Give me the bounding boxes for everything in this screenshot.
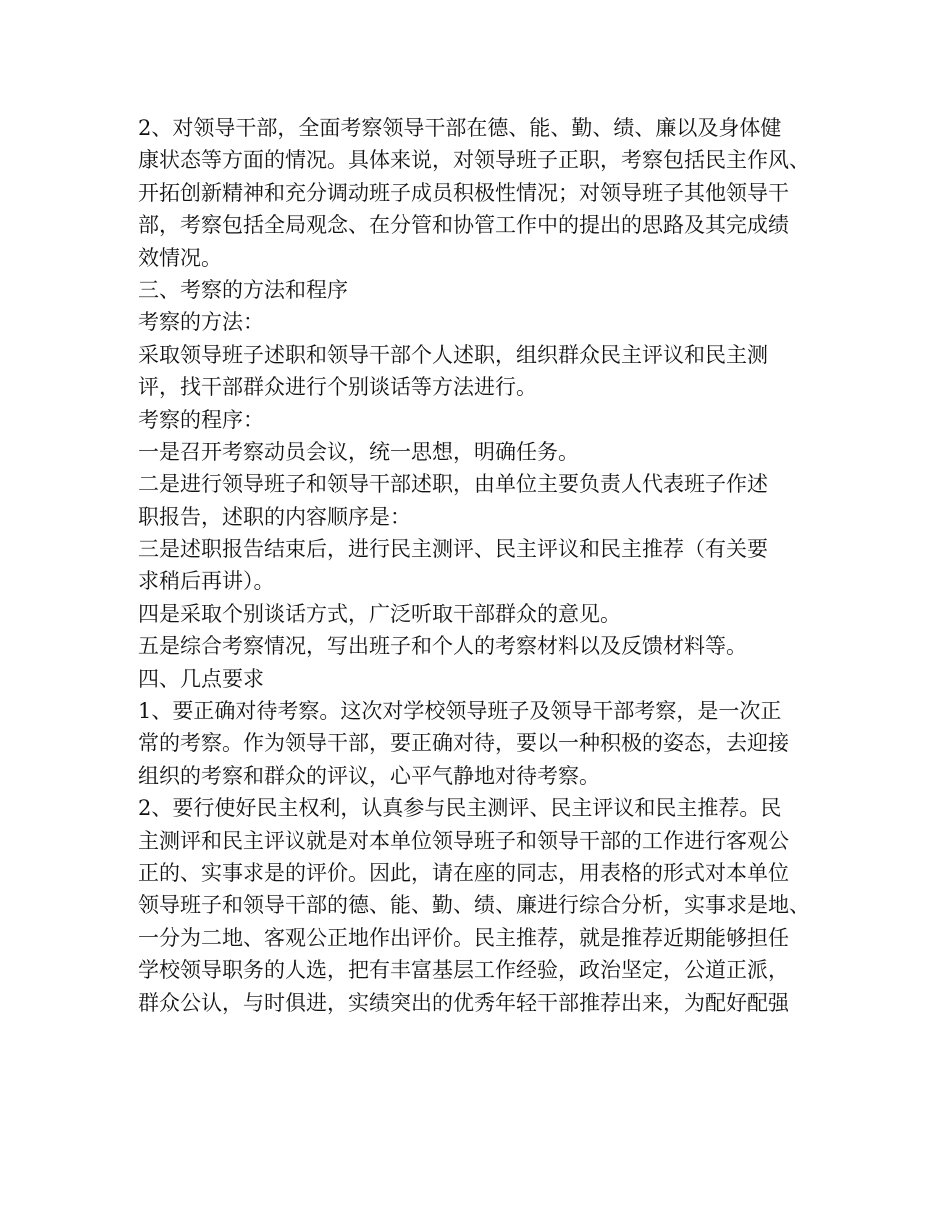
procedure-step-5 xyxy=(138,630,828,662)
text-line: 开拓创新精神和充分调动班子成员积极性情况；对领导班子其他领导干 xyxy=(138,180,789,205)
section-heading-methods xyxy=(138,274,828,306)
text-line: 考察的程序： xyxy=(138,407,264,432)
requirement-2 xyxy=(138,792,828,1019)
paragraph-leaders-assessment xyxy=(138,112,828,274)
procedure-step-3 xyxy=(138,533,828,598)
text-line: 职报告，述职的内容顺序是： xyxy=(138,504,411,529)
subheading-methods xyxy=(138,306,828,338)
text-line: 二是进行领导班子和领导干部述职，由单位主要负责人代表班子作述 xyxy=(138,472,768,497)
section-heading-requirements xyxy=(138,663,828,695)
procedure-step-2 xyxy=(138,468,828,533)
text-line: 康状态等方面的情况。具体来说，对领导班子正职，考察包括民主作风、 xyxy=(138,148,810,173)
text-line: 三是述职报告结束后，进行民主测评、民主评议和民主推荐（有关要 xyxy=(138,537,768,562)
text-line: 部，考察包括全局观念、在分管和协管工作中的提出的思路及其完成绩 xyxy=(138,213,789,238)
procedure-step-4 xyxy=(138,598,828,630)
text-line: 正的、实事求是的评价。因此，请在座的同志，用表格的形式对本单位 xyxy=(138,860,789,885)
paragraph-methods xyxy=(138,339,828,404)
text-line: 效情况。 xyxy=(138,245,222,270)
text-line: 一分为二地、客观公正地作出评价。民主推荐，就是推荐近期能够担任 xyxy=(138,925,789,950)
text-line: 2、对领导干部，全面考察领导干部在德、能、勤、绩、廉以及身体健 xyxy=(138,116,782,140)
document-page xyxy=(138,112,828,1019)
text-line: 评，找干部群众进行个别谈话等方法进行。 xyxy=(138,375,537,400)
text-line: 考察的方法： xyxy=(138,310,264,335)
text-line: 四、几点要求 xyxy=(138,666,264,691)
requirement-1 xyxy=(138,695,828,792)
text-line: 领导班子和领导干部的德、能、勤、绩、廉进行综合分析，实事求是地、 xyxy=(138,893,810,918)
text-line: 五是综合考察情况，写出班子和个人的考察材料以及反馈材料等。 xyxy=(138,634,747,659)
text-line: 求稍后再讲）。 xyxy=(138,569,275,594)
text-line: 三、考察的方法和程序 xyxy=(138,277,348,302)
text-line: 组织的考察和群众的评议，心平气静地对待考察。 xyxy=(138,763,600,788)
subheading-procedure xyxy=(138,404,828,436)
text-line: 四是采取个别谈话方式，广泛听取干部群众的意见。 xyxy=(138,601,621,626)
text-line: 常的考察。作为领导干部，要正确对待，要以一种积极的姿态，去迎接 xyxy=(138,731,789,756)
text-line: 2、要行使好民主权利，认真参与民主测评、民主评议和民主推荐。民 xyxy=(138,796,782,821)
text-line: 一是召开考察动员会议，统一思想，明确任务。 xyxy=(138,439,579,464)
text-line: 主测评和民主评议就是对本单位领导班子和领导干部的工作进行客观公 xyxy=(138,828,789,853)
procedure-step-1 xyxy=(138,436,828,468)
text-line: 采取领导班子述职和领导干部个人述职，组织群众民主评议和民主测 xyxy=(138,342,768,367)
text-line: 1、要正确对待考察。这次对学校领导班子及领导干部考察，是一次正 xyxy=(138,699,782,724)
text-line: 学校领导职务的人选，把有丰富基层工作经验，政治坚定，公道正派， xyxy=(138,958,789,983)
text-line: 群众公认，与时俱进，实绩突出的优秀年轻干部推荐出来，为配好配强 xyxy=(138,990,789,1015)
